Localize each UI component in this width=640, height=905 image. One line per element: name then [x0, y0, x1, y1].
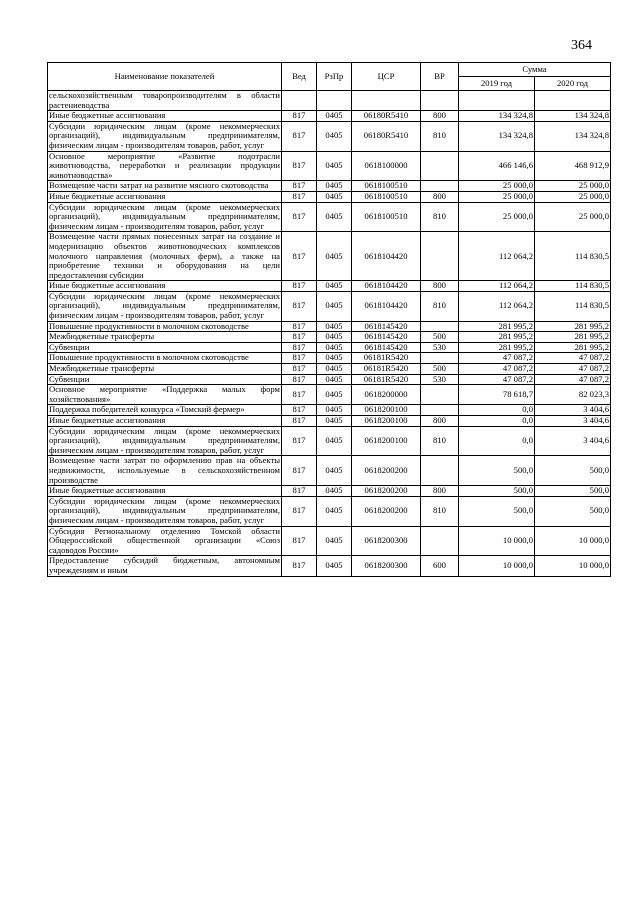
cell-vr: 800	[421, 191, 459, 202]
cell-name: Межбюджетные трансферты	[48, 364, 282, 375]
cell-name: Иные бюджетные ассигнования	[48, 416, 282, 427]
cell-name: Субвенции	[48, 374, 282, 385]
cell-rzpr: 0405	[317, 151, 352, 181]
cell-y2020: 114 830,5	[535, 291, 611, 321]
table-row	[48, 111, 611, 122]
cell-y2020: 500,0	[535, 456, 611, 486]
cell-y2019: 500,0	[459, 486, 535, 497]
cell-ved: 817	[282, 151, 317, 181]
header-2019: 2019 год	[459, 77, 535, 91]
cell-name: Основное мероприятие «Поддержка малых форм хозяйствования»	[49, 384, 280, 404]
cell-y2020: 114 830,5	[535, 281, 611, 292]
cell-vr: 810	[421, 496, 459, 526]
cell-y2019: 47 087,2	[459, 374, 535, 385]
cell-y2020: 3 404,6	[535, 416, 611, 427]
cell-y2020: 468 912,9	[535, 151, 611, 181]
cell-rzpr: 0405	[317, 291, 352, 321]
table-row	[48, 232, 611, 281]
cell-csr	[352, 91, 421, 111]
cell-name: Субсидии юридическим лицам (кроме некоммерческих организаций), индивидуальным предпринимателям, физическим лицам - производителям товаров, работ, услуг	[49, 120, 280, 150]
cell-name: Межбюджетные трансферты	[48, 332, 282, 343]
cell-y2019: 47 087,2	[459, 353, 535, 364]
cell-y2020: 3 404,6	[535, 426, 611, 456]
cell-vr: 810	[421, 291, 459, 321]
cell-y2019: 112 064,2	[459, 291, 535, 321]
cell-rzpr: 0405	[317, 416, 352, 427]
cell-y2020: 281 995,2	[535, 332, 611, 343]
header-name: Наименование показателей	[48, 63, 282, 91]
cell-rzpr: 0405	[317, 456, 352, 486]
table-row	[48, 121, 611, 151]
cell-y2020: 3 404,6	[535, 405, 611, 416]
cell-y2020: 134 324,8	[535, 111, 611, 122]
cell-ved: 817	[282, 281, 317, 292]
cell-csr: 06180R5410	[352, 111, 421, 122]
cell-vr: 810	[421, 202, 459, 232]
cell-y2019: 25 000,0	[459, 181, 535, 192]
table-row	[48, 202, 611, 232]
cell-y2019: 25 000,0	[459, 202, 535, 232]
cell-vr: 810	[421, 121, 459, 151]
cell-y2020: 25 000,0	[535, 191, 611, 202]
cell-rzpr: 0405	[317, 526, 352, 556]
cell-name: Возмещение части затрат по оформлению прав на объекты недвижимости, используемые в сельскохозяйственном производстве	[49, 455, 280, 485]
cell-rzpr: 0405	[317, 181, 352, 192]
cell-rzpr: 0405	[317, 202, 352, 232]
table-row	[48, 364, 611, 375]
cell-name: Иные бюджетные ассигнования	[48, 111, 282, 122]
cell-ved	[282, 91, 317, 111]
table-row	[48, 426, 611, 456]
cell-vr: 500	[421, 364, 459, 375]
table-row	[48, 321, 611, 332]
cell-csr: 06181R5420	[352, 353, 421, 364]
cell-y2019	[459, 91, 535, 111]
cell-y2019: 0,0	[459, 416, 535, 427]
cell-name: Субсидии юридическим лицам (кроме некоммерческих организаций), индивидуальным предпринимателям, физическим лицам - производителям товаров, работ, услуг	[49, 495, 280, 525]
cell-ved: 817	[282, 426, 317, 456]
cell-rzpr: 0405	[317, 496, 352, 526]
cell-name: Иные бюджетные ассигнования	[48, 191, 282, 202]
cell-ved: 817	[282, 111, 317, 122]
cell-csr: 0618104420	[352, 281, 421, 292]
cell-ved: 817	[282, 342, 317, 353]
cell-vr	[421, 405, 459, 416]
cell-rzpr: 0405	[317, 321, 352, 332]
budget-table	[47, 62, 611, 577]
cell-ved: 817	[282, 181, 317, 192]
cell-rzpr: 0405	[317, 232, 352, 281]
header-sum: Сумма	[459, 63, 611, 77]
cell-ved: 817	[282, 291, 317, 321]
cell-vr: 800	[421, 416, 459, 427]
cell-csr: 0618104420	[352, 232, 421, 281]
cell-csr: 0618145420	[352, 332, 421, 343]
cell-name: Субсидия Региональному отделению Томской области Общероссийской общественной организации «Союз садоводов России»	[49, 525, 280, 555]
cell-name: Поддержка победителей конкурса «Томский фермер»	[48, 405, 282, 416]
cell-y2019: 134 324,8	[459, 111, 535, 122]
table-row	[48, 456, 611, 486]
table-row	[48, 281, 611, 292]
cell-y2019: 0,0	[459, 405, 535, 416]
cell-y2019: 134 324,8	[459, 121, 535, 151]
cell-y2020: 82 023,3	[535, 385, 611, 405]
cell-vr	[421, 353, 459, 364]
cell-csr: 0618145420	[352, 321, 421, 332]
cell-y2020	[535, 91, 611, 111]
table-row	[48, 556, 611, 576]
table-row	[48, 191, 611, 202]
cell-ved: 817	[282, 405, 317, 416]
cell-rzpr: 0405	[317, 426, 352, 456]
cell-y2020: 25 000,0	[535, 181, 611, 192]
cell-rzpr: 0405	[317, 405, 352, 416]
cell-y2019: 25 000,0	[459, 191, 535, 202]
table-row	[48, 291, 611, 321]
cell-vr	[421, 385, 459, 405]
cell-y2020: 47 087,2	[535, 353, 611, 364]
cell-name: Субсидии юридическим лицам (кроме некоммерческих организаций), индивидуальным предпринимателям, физическим лицам - производителям товаров, работ, услуг	[49, 425, 280, 455]
cell-y2019: 47 087,2	[459, 364, 535, 375]
cell-csr: 0618200300	[352, 556, 421, 576]
cell-ved: 817	[282, 121, 317, 151]
cell-y2019: 112 064,2	[459, 281, 535, 292]
cell-csr: 06181R5420	[352, 374, 421, 385]
cell-y2020: 47 087,2	[535, 364, 611, 375]
cell-ved: 817	[282, 332, 317, 343]
cell-vr	[421, 526, 459, 556]
cell-ved: 817	[282, 353, 317, 364]
cell-csr: 0618200100	[352, 416, 421, 427]
cell-y2019: 0,0	[459, 426, 535, 456]
header-rzpr: РзПр	[317, 63, 352, 91]
cell-rzpr: 0405	[317, 374, 352, 385]
cell-y2020: 114 830,5	[535, 232, 611, 281]
table-row	[48, 353, 611, 364]
cell-name: Иные бюджетные ассигнования	[48, 486, 282, 497]
cell-vr: 530	[421, 374, 459, 385]
cell-csr: 0618200100	[352, 426, 421, 456]
cell-y2019: 281 995,2	[459, 342, 535, 353]
cell-y2019: 78 618,7	[459, 385, 535, 405]
cell-csr: 0618200200	[352, 486, 421, 497]
cell-rzpr: 0405	[317, 191, 352, 202]
table-row	[48, 405, 611, 416]
cell-vr: 600	[421, 556, 459, 576]
cell-ved: 817	[282, 364, 317, 375]
cell-vr	[421, 456, 459, 486]
cell-y2020: 47 087,2	[535, 374, 611, 385]
cell-y2020: 10 000,0	[535, 526, 611, 556]
cell-ved: 817	[282, 232, 317, 281]
cell-y2020: 10 000,0	[535, 556, 611, 576]
cell-csr: 0618200200	[352, 496, 421, 526]
cell-name: Субвенции	[48, 342, 282, 353]
cell-vr	[421, 181, 459, 192]
cell-name: Иные бюджетные ассигнования	[48, 281, 282, 292]
cell-ved: 817	[282, 191, 317, 202]
cell-ved: 817	[282, 416, 317, 427]
cell-vr	[421, 232, 459, 281]
cell-ved: 817	[282, 526, 317, 556]
cell-y2019: 500,0	[459, 456, 535, 486]
cell-rzpr	[317, 91, 352, 111]
cell-ved: 817	[282, 486, 317, 497]
cell-ved: 817	[282, 385, 317, 405]
table-row	[48, 342, 611, 353]
cell-name: Субсидии юридическим лицам (кроме некоммерческих организаций), индивидуальным предпринимателям, физическим лицам - производителям товаров, работ, услуг	[49, 201, 280, 231]
cell-vr: 810	[421, 426, 459, 456]
table-row	[48, 181, 611, 192]
cell-csr: 0618100510	[352, 181, 421, 192]
cell-y2020: 281 995,2	[535, 321, 611, 332]
cell-vr: 800	[421, 486, 459, 497]
cell-csr: 0618100000	[352, 151, 421, 181]
cell-csr: 0618145420	[352, 342, 421, 353]
cell-rzpr: 0405	[317, 364, 352, 375]
table-row	[48, 416, 611, 427]
table-row	[48, 332, 611, 343]
cell-csr: 0618100510	[352, 202, 421, 232]
cell-y2019: 466 146,6	[459, 151, 535, 181]
table-row	[48, 91, 611, 111]
cell-y2020: 500,0	[535, 486, 611, 497]
cell-ved: 817	[282, 321, 317, 332]
cell-rzpr: 0405	[317, 111, 352, 122]
cell-vr	[421, 151, 459, 181]
cell-y2020: 281 995,2	[535, 342, 611, 353]
cell-csr: 0618200000	[352, 385, 421, 405]
table-row	[48, 385, 611, 405]
cell-vr: 800	[421, 281, 459, 292]
cell-name: Предоставление субсидий бюджетным, автономным учреждениям и иным	[49, 555, 280, 575]
cell-y2019: 281 995,2	[459, 321, 535, 332]
cell-name: Основное мероприятие «Развитие подотрасли животноводства, переработки и реализации продукции животноводства»	[49, 150, 280, 180]
cell-vr	[421, 91, 459, 111]
cell-name: Субсидии юридическим лицам (кроме некоммерческих организаций), индивидуальным предпринимателям, физическим лицам - производителям товаров, работ, услуг	[49, 290, 280, 321]
cell-y2019: 281 995,2	[459, 332, 535, 343]
cell-rzpr: 0405	[317, 332, 352, 343]
cell-y2019: 10 000,0	[459, 526, 535, 556]
cell-vr	[421, 321, 459, 332]
table-row	[48, 486, 611, 497]
cell-y2020: 500,0	[535, 496, 611, 526]
cell-rzpr: 0405	[317, 121, 352, 151]
cell-vr: 500	[421, 332, 459, 343]
header-2020: 2020 год	[535, 77, 611, 91]
cell-y2020: 134 324,8	[535, 121, 611, 151]
cell-rzpr: 0405	[317, 281, 352, 292]
cell-y2019: 112 064,2	[459, 232, 535, 281]
cell-name: сельскохозяйственным товаропроизводителям в области растениеводства	[49, 90, 280, 110]
cell-rzpr: 0405	[317, 556, 352, 576]
table-row	[48, 151, 611, 181]
cell-name: Возмещение части затрат на развитие мясного скотоводства	[48, 181, 282, 192]
header-vr: ВР	[421, 63, 459, 91]
cell-ved: 817	[282, 556, 317, 576]
cell-ved: 817	[282, 456, 317, 486]
cell-rzpr: 0405	[317, 486, 352, 497]
table-row	[48, 374, 611, 385]
cell-csr: 0618104420	[352, 291, 421, 321]
cell-vr: 800	[421, 111, 459, 122]
cell-csr: 0618100510	[352, 191, 421, 202]
page-number: 364	[571, 38, 592, 53]
cell-name: Повышение продуктивности в молочном скотоводстве	[48, 353, 282, 364]
cell-name: Возмещение части прямых понесенных затрат на создание и модернизацию объектов животноводческих комплексов молочного направления (молочных ферм), а также на приобретение техники и оборудования на цели предоставления субсидии	[49, 231, 280, 280]
header-row	[48, 63, 611, 77]
cell-y2020: 25 000,0	[535, 202, 611, 232]
cell-csr: 06180R5410	[352, 121, 421, 151]
cell-vr: 530	[421, 342, 459, 353]
cell-rzpr: 0405	[317, 342, 352, 353]
cell-ved: 817	[282, 496, 317, 526]
cell-ved: 817	[282, 374, 317, 385]
cell-y2019: 10 000,0	[459, 556, 535, 576]
cell-rzpr: 0405	[317, 353, 352, 364]
cell-rzpr: 0405	[317, 385, 352, 405]
cell-csr: 0618200100	[352, 405, 421, 416]
cell-csr: 06181R5420	[352, 364, 421, 375]
table-row	[48, 496, 611, 526]
header-ved: Вед	[282, 63, 317, 91]
cell-csr: 0618200300	[352, 526, 421, 556]
header-csr: ЦСР	[352, 63, 421, 91]
cell-ved: 817	[282, 202, 317, 232]
table-row	[48, 526, 611, 556]
cell-csr: 0618200200	[352, 456, 421, 486]
cell-y2019: 500,0	[459, 496, 535, 526]
cell-name: Повышение продуктивности в молочном скотоводстве	[48, 321, 282, 332]
